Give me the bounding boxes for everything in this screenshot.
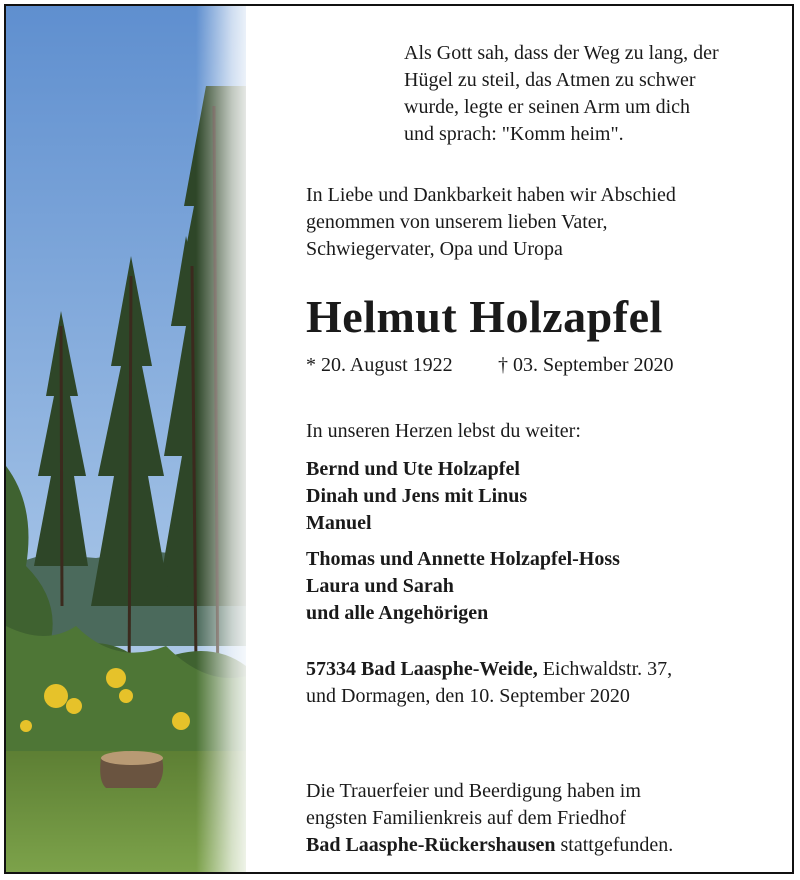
deceased-name: Helmut Holzapfel bbox=[306, 291, 663, 342]
address-date: und Dormagen, den 10. September 2020 bbox=[306, 685, 630, 707]
quote: Als Gott sah, dass der Weg zu lang, der Hügel zu steil, das Atmen zu schwer wurde, legte er seinen Arm um dich und sprach: "Komm heim". bbox=[404, 42, 719, 145]
family-group-2: Thomas und Annette Holzapfel-Hoss Laura und Sarah und alle Angehörigen bbox=[306, 548, 620, 624]
intro-text: In Liebe und Dankbarkeit haben wir Abschied genommen von unserem lieben Vater, Schwiegervater, Opa und Uropa bbox=[306, 184, 676, 260]
obituary-text bbox=[6, 6, 794, 872]
birth-date: * 20. August 1922 bbox=[306, 354, 453, 376]
funeral-place: Bad Laasphe-Rückershausen bbox=[306, 834, 556, 856]
address-city: 57334 Bad Laasphe-Weide, bbox=[306, 658, 538, 680]
obituary-card bbox=[4, 4, 794, 874]
funeral-notice: Die Trauerfeier und Beerdigung haben im engsten Familienkreis auf dem Friedhof Bad Laasphe-Rückershausen stattgefunden. bbox=[306, 780, 674, 856]
hearts-line: In unseren Herzen lebst du weiter: bbox=[306, 420, 581, 442]
address bbox=[306, 656, 672, 710]
death-date: † 03. September 2020 bbox=[498, 354, 674, 376]
family-group-1: Bernd und Ute Holzapfel Dinah und Jens mit Linus Manuel bbox=[306, 458, 528, 534]
address-street: Eichwaldstr. 37, bbox=[537, 658, 673, 680]
